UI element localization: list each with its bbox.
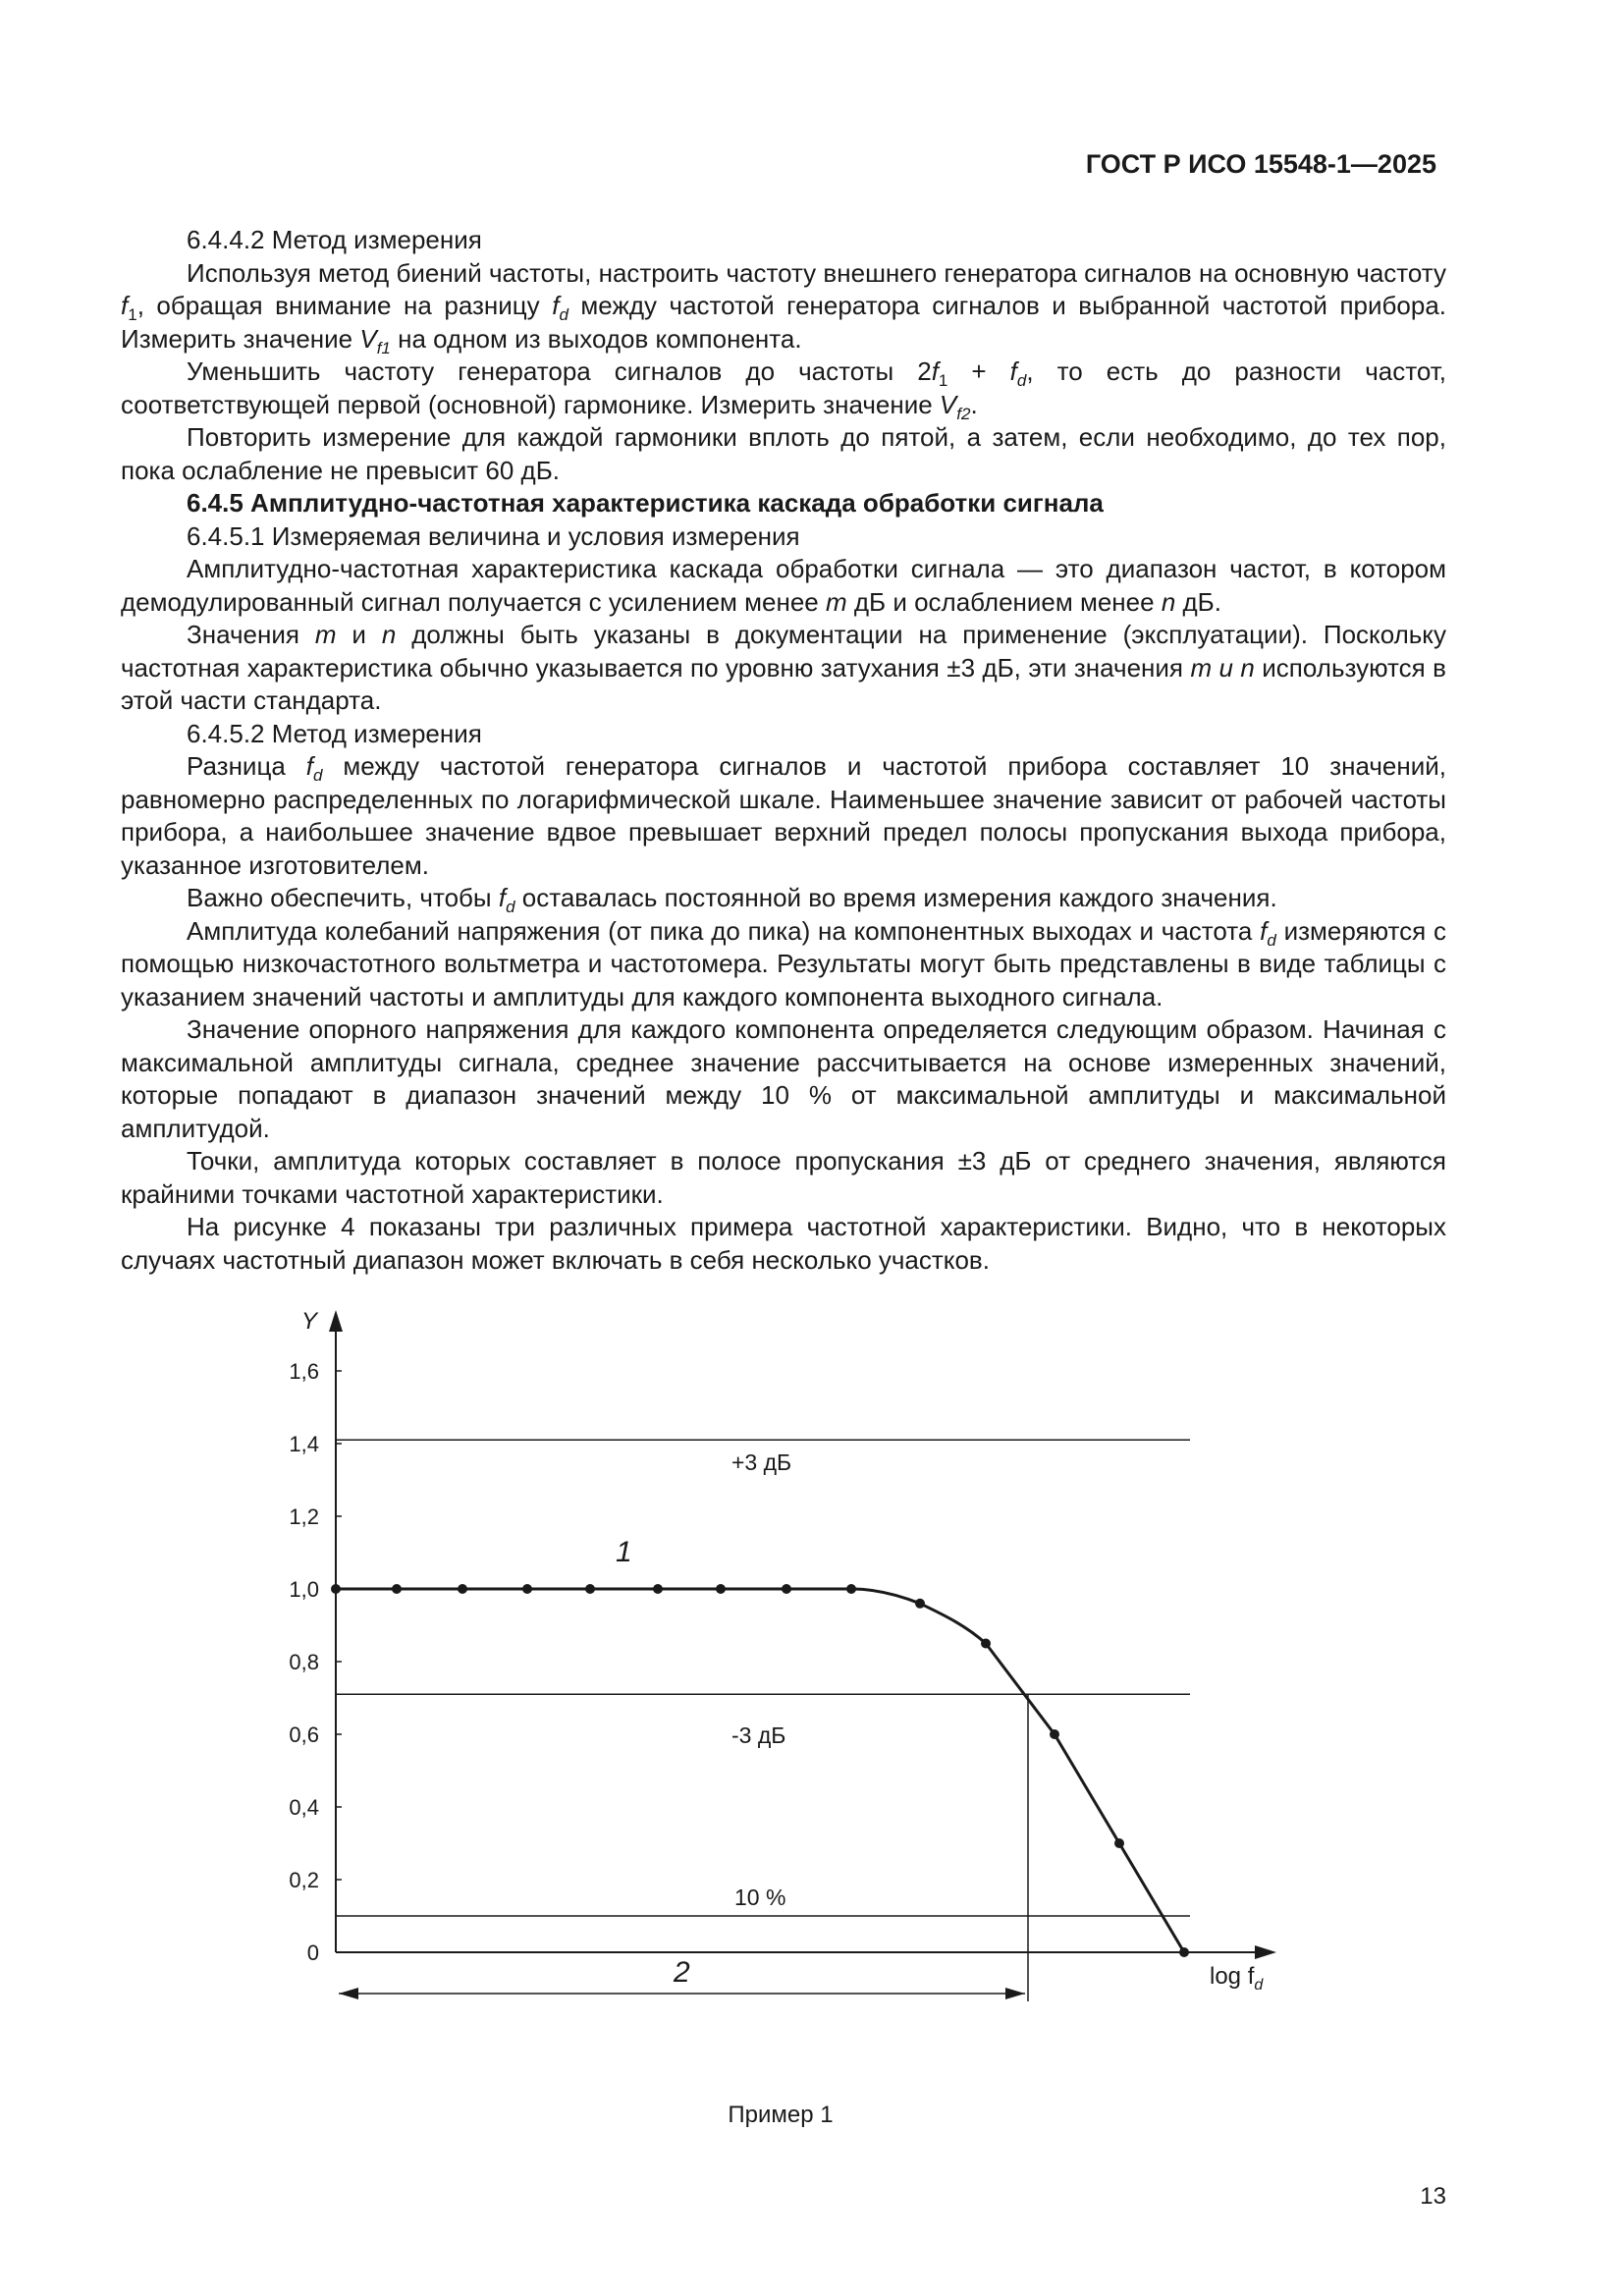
paragraph: Повторить измерение для каждой гармоники вплоть до пятой, а затем, если необходимо, до тех пор, пока ослабление не превысит 60 дБ.	[121, 422, 1446, 485]
curve-point	[1114, 1838, 1124, 1848]
y-tick-label: 1,0	[289, 1577, 319, 1602]
paragraph: Используя метод биений частоты, настроить частоту внешнего генератора сигналов на основную частоту $f_1$, обращая внимание на разницу $f_d$ между частотой генератора сигналов и выбранной частотой прибора. Измерить значение $V_{f1}$ на одном из выходов компонента.	[121, 257, 1446, 357]
paragraph: 6.4.5.2 Метод измерения	[187, 718, 482, 748]
band-arrow-left	[339, 1988, 358, 1999]
y-tick-label: 1,6	[289, 1359, 319, 1384]
curve-point	[392, 1584, 402, 1594]
y-tick-label: 1,4	[289, 1432, 319, 1456]
body-text	[121, 224, 1446, 1277]
y-tick-label: 0,6	[289, 1722, 319, 1747]
curve-label: 1	[616, 1536, 632, 1568]
y-tick-label: 0,4	[289, 1795, 319, 1820]
ten-percent-label: 10 %	[734, 1885, 786, 1910]
figure-caption: Пример 1	[728, 2102, 834, 2128]
page-number: 13	[1420, 2183, 1446, 2210]
band-label: 2	[674, 1956, 690, 1989]
paragraph: Разница $f_d$ между частотой генератора сигналов и частотой прибора составляет 10 значений, равномерно распределенных по логарифмической шкале. Наименьшее значение зависит от рабочей частоты прибора, а наибольшее значение вдвое превышает верхний предел полосы пропускания выхода прибора, указанное изготовителем.	[121, 751, 1446, 880]
x-axis-label: $\log f_d$	[1210, 1963, 1264, 1994]
curve-point	[458, 1584, 467, 1594]
curve-point	[915, 1599, 925, 1609]
y-axis-arrow	[329, 1310, 343, 1332]
minus3db-label: -3 дБ	[731, 1722, 786, 1748]
curve-point	[716, 1584, 726, 1594]
paragraph: 6.4.5.1 Измеряемая величина и условия измерения	[187, 520, 800, 551]
reference-lines	[336, 1440, 1190, 1916]
curve-point	[585, 1584, 595, 1594]
y-tick-label: 0,8	[289, 1650, 319, 1674]
paragraph: 6.4.4.2 Метод измерения	[187, 225, 482, 254]
curve-point	[522, 1584, 532, 1594]
curve-point	[331, 1584, 341, 1594]
frequency-response-figure	[0, 1296, 1623, 1994]
paragraph: Амплитудно-частотная характеристика каскада обработки сигнала — это диапазон частот, в котором демодулированный сигнал получается с усилением менее m дБ и ослаблением менее n дБ.	[121, 554, 1446, 617]
curve-point	[782, 1584, 791, 1594]
band-arrow-right	[1005, 1988, 1025, 1999]
section-heading: 6.4.5 Амплитудно-частотная характеристика каскада обработки сигнала	[187, 488, 1104, 518]
curve-point	[1179, 1947, 1189, 1957]
paragraph: Уменьшить частоту генератора сигналов до частоты $2f_1 + f_d$, то есть до разности частот, соответствующей первой (основной) гармонике. Измерить значение $V_{f2}$.	[121, 356, 1446, 423]
paragraph: Важно обеспечить, чтобы $f_d$ оставалась постоянной во время измерения каждого значения.	[187, 883, 1277, 916]
curve-point	[981, 1639, 991, 1649]
paragraph: Точки, амплитуда которых составляет в полосе пропускания ±3 дБ от среднего значения, являются крайними точками частотной характеристики.	[121, 1146, 1446, 1209]
y-tick-label: 1,2	[289, 1504, 319, 1529]
y-tick-labels	[289, 1359, 342, 1965]
paragraph: Амплитуда колебаний напряжения (от пика до пика) на компонентных выходах и частота $f_d$ измеряются с помощью низкочастотного вольтметра и частотомера. Результаты могут быть представлены в виде таблицы с указанием значений частоты и амплитуды для каждого компонента выходного сигнала.	[121, 915, 1446, 1011]
curve-point	[1050, 1729, 1059, 1739]
paragraph: Значения m и n должны быть указаны в документации на применение (эксплуатации). Поскольку частотная характеристика обычно указывается по уровню затухания ±3 дБ, эти значения m и n используются в этой части стандарта.	[121, 620, 1446, 715]
y-tick-label: 0,2	[289, 1868, 319, 1892]
y-axis-label: Y	[301, 1308, 318, 1335]
y-tick-label: 0	[306, 1941, 319, 1965]
x-axis-arrow	[1255, 1945, 1276, 1959]
paragraph: На рисунке 4 показаны три различных примера частотной характеристики. Видно, что в некоторых случаях частотный диапазон может включать в себя несколько участков.	[121, 1212, 1446, 1275]
document-id: ГОСТ Р ИСО 15548-1—2025	[1085, 149, 1436, 179]
curve-point	[653, 1584, 663, 1594]
plus3db-label: +3 дБ	[731, 1449, 792, 1475]
paragraph: Значение опорного напряжения для каждого компонента определяется следующим образом. Начиная с максимальной амплитуды сигнала, среднее значение рассчитывается на основе измеренных значений, которые попадают в диапазон значений между 10 % от максимальной амплитуды и максимальной амплитудой.	[121, 1014, 1446, 1143]
curve-point	[846, 1584, 856, 1594]
